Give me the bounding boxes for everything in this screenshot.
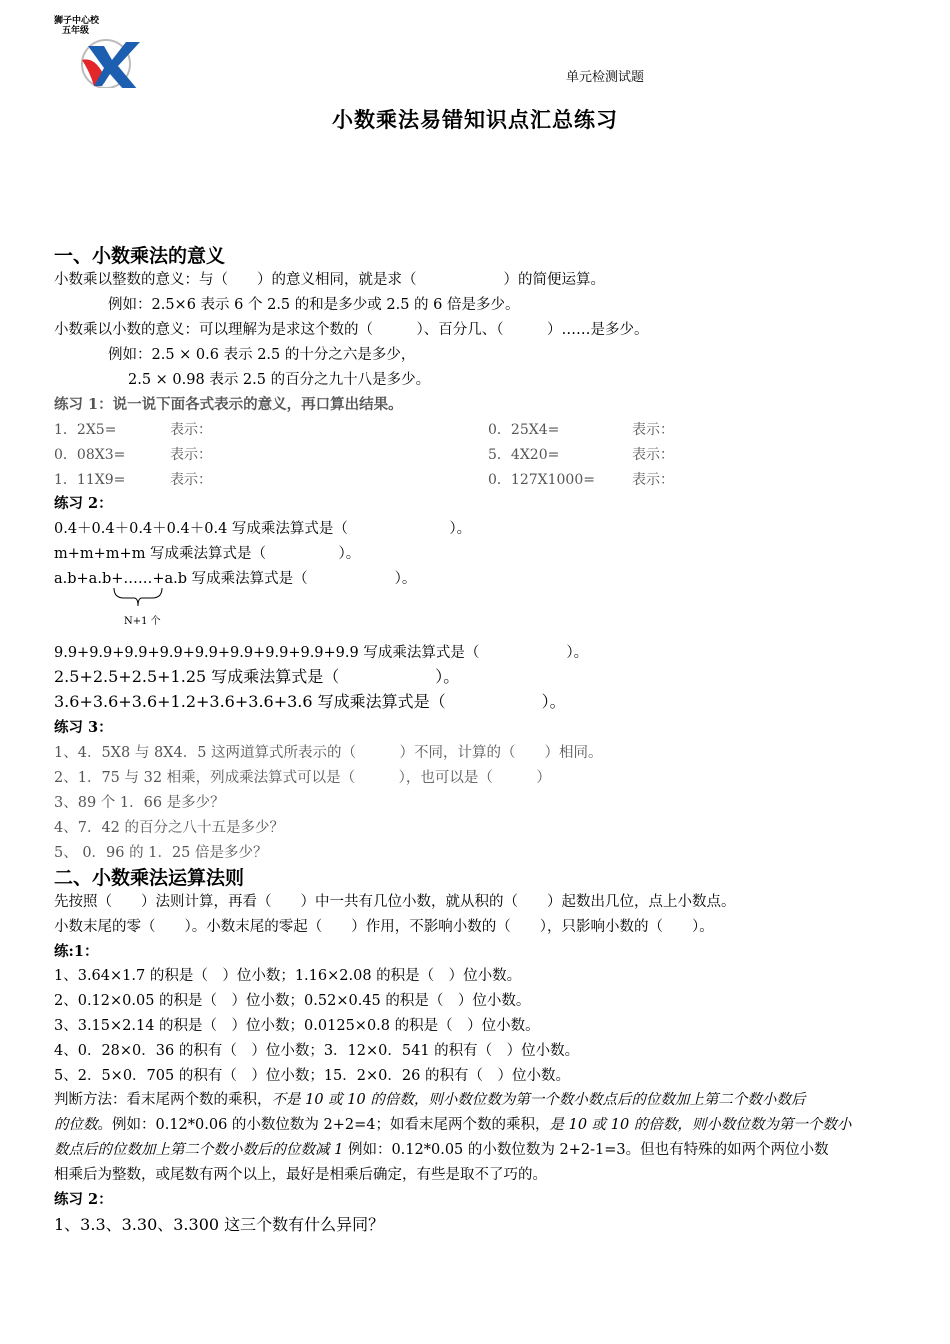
section-2-heading: 二、小数乘法运算法则 [54,867,245,889]
ex1-r1-c2: 表示： [170,422,212,438]
practice-2-title: 练习 2： [54,1191,113,1208]
ex1-r3-c4: 表示： [632,472,674,488]
brace-label: N+1 个 [124,616,161,627]
ex2-line-1: 0.4＋0.4＋0.4＋0.4＋0.4 写成乘法算式是（ ）。 [54,521,472,537]
ex2-line-4: 9.9+9.9+9.9+9.9+9.9+9.9+9.9+9.9+9.9 写成乘法算式是（ ）。 [54,645,589,661]
ex1-r2-c1: 0．08X3= [54,447,126,463]
judge-line-3 [54,1140,829,1160]
judge-text-d: 。例如：0.12*0.06 的小数位数为 2+2=4；如看末尾两个数的乘积， [97,1117,550,1133]
s2-line-1: 先按照（ ）法则计算，再看（ ）中一共有几位小数，就从积的（ ）起数出几位，点上小数点。 [54,894,736,910]
judge-line-2 [54,1115,851,1135]
unit-label: 单元检测试题 [566,70,645,85]
p1-line-5: 5、2．5×0．705 的积有（ ）位小数；15．2×0．26 的积有（ ）位小数。 [54,1068,570,1084]
judge-text-a: 判断方法：看末尾两个数的乘积， [54,1092,272,1108]
school-logo [54,16,146,88]
ex1-r2-c4: 表示： [632,447,674,463]
p1-line-3: 3、3.15×2.14 的积是（ ）位小数；0.0125×0.8 的积是（ ）位小数。 [54,1018,540,1034]
judge-text-b: 不是 10 或 10 的倍数，则小数位数为第一个数小数点后的位数加上第二个数小数后 [271,1092,806,1108]
ex3-line-4: 4、7．42 的百分之八十五是多少？ [54,820,285,836]
ex3-line-5: 5、 0．96 的 1．25 倍是多少？ [54,845,268,861]
s1-line-4: 例如：2.5 × 0.6 表示 2.5 的十分之六是多少， [108,347,416,363]
ex1-r3-c1: 1．11X9= [54,472,126,488]
p1-line-1: 1、3.64×1.7 的积是（ ）位小数；1.16×2.08 的积是（ ）位小数。 [54,968,522,984]
judge-line-1 [54,1090,805,1110]
s1-line-1: 小数乘以整数的意义：与（ ）的意义相同，就是求（ ）的简便运算。 [54,272,605,288]
p1-line-2: 2、0.12×0.05 的积是（ ）位小数；0.52×0.45 的积是（ ）位小数。 [54,993,531,1009]
ex2-line-3: a.b+a.b+……+a.b 写成乘法算式是（ ）。 [54,571,417,587]
ex3-line-3: 3、89 个 1．66 是多少？ [54,795,225,811]
ex1-r2-c3: 5．4X20= [488,447,560,463]
s1-line-2: 例如：2.5×6 表示 6 个 2.5 的和是多少或 2.5 的 6 倍是多少。 [108,297,520,313]
ex3-line-1: 1、4．5X8 与 8X4．5 这两道算式所表示的（ ）不同，计算的（ ）相同。 [54,745,603,761]
logo-text-school: 狮子中心校 [54,16,100,26]
ex3-line-2: 2、1．75 与 32 相乘，列成乘法算式可以是（ ），也可以是（ ） [54,770,551,786]
ex1-r3-c2: 表示： [170,472,212,488]
exercise-3-title: 练习 3： [54,719,113,736]
ex2-line-6: 3.6+3.6+3.6+1.2+3.6+3.6+3.6 写成乘法算式是（ ）。 [54,692,566,711]
page-title: 小数乘法易错知识点汇总练习 [332,107,618,132]
judge-text-f: 数点后的位数加上第二个数小数后的位数减 1 [54,1142,344,1158]
judge-text-g: 例如：0.12*0.05 的小数位数为 2+2-1=3。但也有特殊的如两个两位小数 [343,1142,829,1158]
s2-line-2: 小数末尾的零（ ）。小数末尾的零起（ ）作用，不影响小数的（ ），只影响小数的（ ）。 [54,919,714,935]
practice-1-title: 练:1： [54,943,99,960]
ex2-line-5: 2.5+2.5+2.5+1.25 写成乘法算式是（ ）。 [54,667,460,686]
ex2-line-2: m+m+m+m 写成乘法算式是（ ）。 [54,546,361,562]
ex1-r1-c1: 1．2X5= [54,422,117,438]
s1-line-5: 2.5 × 0.98 表示 2.5 的百分之九十八是多少。 [128,372,431,388]
logo-text-grade: 五年级 [62,26,90,36]
s1-line-3: 小数乘以小数的意义：可以理解为是求这个数的（ ）、百分几、（ ）……是多少。 [54,322,649,338]
ex1-r2-c2: 表示： [170,447,212,463]
curly-brace-icon [112,586,164,610]
exercise-2-title: 练习 2： [54,495,113,512]
judge-line-4: 相乘后为整数，或尾数有两个以上，最好是相乘后确定，有些是取不了巧的。 [54,1167,547,1183]
p2-line-1: 1、3.3、3.30、3.300 这三个数有什么异同？ [54,1215,385,1234]
section-1-heading: 一、小数乘法的意义 [54,245,226,267]
judge-text-c: 的位数 [54,1117,98,1133]
judge-text-e: 是 10 或 10 的倍数，则小数位数为第一个数小 [549,1117,852,1133]
exercise-1-title: 练习 1：说一说下面各式表示的意义，再口算出结果。 [54,396,403,413]
p1-line-4: 4、0．28×0．36 的积有（ ）位小数；3．12×0．541 的积有（ ）位小数。 [54,1043,580,1059]
logo-emblem-icon [54,16,146,88]
ex1-r1-c3: 0．25X4= [488,422,560,438]
ex1-r3-c3: 0．127X1000= [488,472,595,488]
ex1-r1-c4: 表示： [632,422,674,438]
